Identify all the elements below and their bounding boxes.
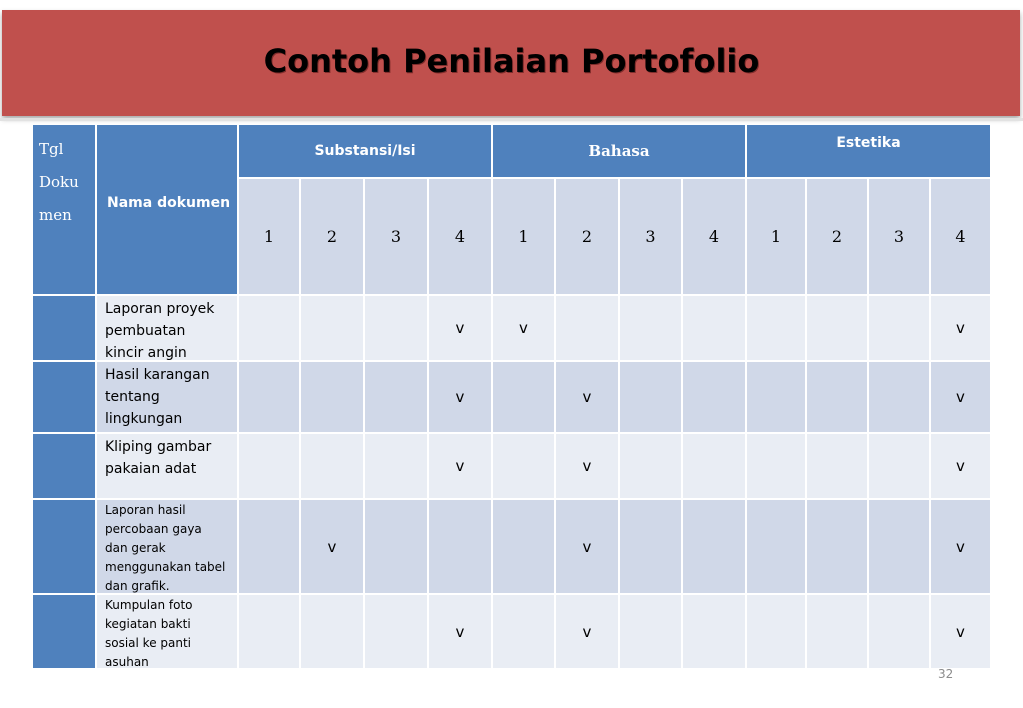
- check-mark: [931, 362, 990, 432]
- document-name-line: dan gerak: [105, 541, 166, 555]
- score-number: 4: [454, 227, 466, 246]
- header-nama-label: Nama dokumen: [107, 194, 231, 211]
- row-score-cell: [869, 296, 929, 360]
- header-score-10: [807, 179, 867, 294]
- slide-title: Contoh Penilaian Portofolio: [263, 42, 760, 80]
- row-score-cell: [683, 434, 745, 498]
- check-mark-text: v: [455, 319, 465, 337]
- header-score-7: [620, 179, 681, 294]
- row-score-cell: [620, 362, 681, 432]
- row-score-cell: [807, 362, 867, 432]
- row-score-cell: [747, 595, 805, 668]
- check-mark: [931, 296, 990, 360]
- row-score-cell: [869, 362, 929, 432]
- document-name-line: dan grafik.: [105, 579, 170, 593]
- row-score-cell: [239, 434, 299, 498]
- row-date-cell: [33, 595, 95, 668]
- check-mark: [301, 500, 363, 593]
- row-date-cell: [33, 296, 95, 360]
- check-mark-text: v: [956, 537, 965, 556]
- row-score-cell: [429, 500, 491, 593]
- row-score-cell: [239, 595, 299, 668]
- row-score-cell: [869, 500, 929, 593]
- check-mark: [429, 595, 491, 668]
- score-number: 1: [518, 227, 529, 246]
- score-number: 3: [390, 227, 402, 246]
- row-score-cell: [239, 296, 299, 360]
- header-score-6: [556, 179, 618, 294]
- check-mark-text: v: [956, 457, 965, 475]
- check-mark-text: v: [582, 457, 592, 475]
- row-score-cell: [807, 500, 867, 593]
- score-number: 3: [893, 227, 905, 246]
- check-mark: [429, 434, 491, 498]
- row-date-cell: [33, 500, 95, 593]
- check-mark: [556, 500, 618, 593]
- row-score-cell: [747, 362, 805, 432]
- header-substansi-isi: [239, 125, 491, 177]
- header-tgl-line: Doku: [39, 173, 79, 191]
- document-name-line: percobaan gaya: [105, 522, 202, 536]
- document-name-line: tentang: [105, 389, 160, 405]
- header-tgl-dokumen: [33, 125, 95, 294]
- check-mark-text: v: [327, 537, 337, 556]
- row-score-cell: [747, 500, 805, 593]
- header-estetika-label: Estetika: [836, 135, 901, 151]
- header-score-1: [239, 179, 299, 294]
- page-number: 32: [938, 667, 954, 681]
- document-name-line: kegiatan bakti: [105, 617, 191, 631]
- row-score-cell: [747, 434, 805, 498]
- document-name-line: menggunakan tabel: [105, 560, 226, 574]
- check-mark-text: v: [582, 388, 592, 406]
- row-score-cell: [365, 434, 427, 498]
- score-number: 2: [581, 227, 593, 246]
- check-mark: [429, 362, 491, 432]
- row-score-cell: [620, 500, 681, 593]
- check-mark: [931, 595, 990, 668]
- header-bahasa-label: Bahasa: [588, 142, 650, 160]
- score-number: 2: [326, 227, 338, 246]
- document-name-line: lingkungan: [105, 411, 183, 427]
- score-number: 2: [831, 227, 843, 246]
- score-number: 4: [708, 227, 720, 246]
- header-score-4: [429, 179, 491, 294]
- header-score-12: [931, 179, 990, 294]
- row-score-cell: [620, 595, 681, 668]
- score-number: 1: [770, 227, 782, 246]
- header-score-3: [365, 179, 427, 294]
- row-score-cell: [869, 434, 929, 498]
- check-mark-text: v: [455, 457, 465, 475]
- check-mark-text: v: [582, 537, 592, 556]
- document-name-line: sosial ke panti: [105, 636, 192, 650]
- row-score-cell: [620, 296, 681, 360]
- check-mark-text: v: [956, 388, 965, 406]
- row-document-name: [97, 434, 237, 498]
- document-name-line: Laporan hasil: [105, 503, 186, 517]
- check-mark: [931, 500, 990, 593]
- row-score-cell: [301, 595, 363, 668]
- row-score-cell: [807, 434, 867, 498]
- check-mark: [556, 595, 618, 668]
- check-mark: [493, 296, 554, 360]
- row-document-name: [97, 500, 237, 593]
- document-name-line: Hasil karangan: [105, 367, 210, 383]
- row-score-cell: [239, 362, 299, 432]
- score-number: 4: [955, 227, 966, 246]
- row-date-cell: [33, 434, 95, 498]
- document-name-line: pakaian adat: [105, 461, 197, 477]
- score-number: 1: [263, 227, 275, 246]
- row-score-cell: [807, 296, 867, 360]
- check-mark-text: v: [956, 319, 965, 337]
- check-mark: [931, 434, 990, 498]
- check-mark: [556, 362, 618, 432]
- row-score-cell: [365, 595, 427, 668]
- check-mark-text: v: [455, 622, 465, 641]
- row-document-name: [97, 595, 237, 668]
- document-name-line: Kumpulan foto: [105, 598, 193, 612]
- row-document-name: [97, 362, 237, 432]
- header-score-5: [493, 179, 554, 294]
- row-score-cell: [493, 595, 554, 668]
- row-score-cell: [683, 500, 745, 593]
- header-tgl-line: men: [39, 206, 72, 224]
- row-score-cell: [556, 296, 618, 360]
- check-mark-text: v: [956, 622, 965, 641]
- row-score-cell: [683, 296, 745, 360]
- row-score-cell: [301, 434, 363, 498]
- row-score-cell: [683, 362, 745, 432]
- header-score-11: [869, 179, 929, 294]
- header-score-2: [301, 179, 363, 294]
- row-score-cell: [493, 434, 554, 498]
- row-date-cell: [33, 362, 95, 432]
- row-score-cell: [869, 595, 929, 668]
- header-score-8: [683, 179, 745, 294]
- row-score-cell: [807, 595, 867, 668]
- row-score-cell: [747, 296, 805, 360]
- header-substansi-isi-label: Substansi/Isi: [314, 143, 416, 159]
- check-mark-text: v: [582, 622, 592, 641]
- header-tgl-line: Tgl: [39, 140, 64, 158]
- row-document-name: [97, 296, 237, 360]
- banner-divider: [0, 118, 1023, 121]
- header-nama-dokumen: [97, 125, 237, 294]
- row-score-cell: [620, 434, 681, 498]
- check-mark-text: v: [519, 319, 528, 337]
- row-score-cell: [239, 500, 299, 593]
- row-score-cell: [301, 362, 363, 432]
- document-name-line: Kliping gambar: [105, 439, 212, 455]
- score-number: 3: [645, 227, 656, 246]
- header-score-9: [747, 179, 805, 294]
- header-estetika: [747, 125, 990, 177]
- row-score-cell: [683, 595, 745, 668]
- document-name-line: pembuatan: [105, 323, 186, 339]
- row-score-cell: [493, 500, 554, 593]
- row-score-cell: [493, 362, 554, 432]
- row-score-cell: [365, 500, 427, 593]
- document-name-line: Laporan proyek: [105, 301, 215, 317]
- row-score-cell: [365, 296, 427, 360]
- document-name-line: kincir angin: [105, 345, 187, 361]
- check-mark-text: v: [455, 388, 465, 406]
- check-mark: [556, 434, 618, 498]
- row-score-cell: [365, 362, 427, 432]
- row-score-cell: [301, 296, 363, 360]
- header-bahasa: [493, 125, 745, 177]
- check-mark: [429, 296, 491, 360]
- document-name-line: asuhan: [105, 655, 149, 669]
